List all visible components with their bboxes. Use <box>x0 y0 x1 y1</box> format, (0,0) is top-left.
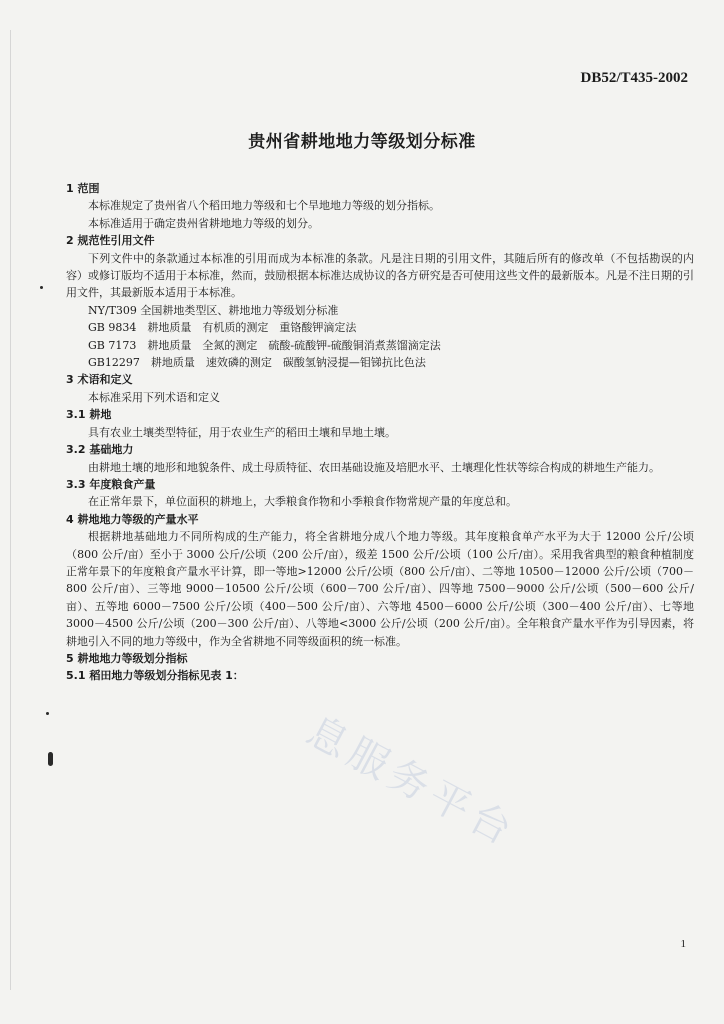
document-title: 贵州省耕地地力等级划分标准 <box>248 132 476 152</box>
standard-code: DB52/T435-2002 <box>580 70 688 86</box>
paragraph: 在正常年景下，单位面积的耕地上，大季粮食作物和小季粮食作物常规产量的年度总和。 <box>88 495 517 509</box>
paragraph: 本标准规定了贵州省八个稻田地力等级和七个旱地地力等级的划分指标。 <box>88 199 440 213</box>
paragraph: 下列文件中的条款通过本标准的引用而成为本标准的条款。凡是注日期的引用文件，其随后所有的修改单（不包括勘误的内容）或修订版均不适用于本标准，然而，鼓励根据本标准达成协议的各方研究是否可使用这些文件的最新版本。凡是不注日期的引用文件，其最新版本适用于本标准。 <box>66 251 694 300</box>
scan-speck <box>48 752 53 766</box>
paragraph: 根据耕地基础地力不同所构成的生产能力，将全省耕地分成八个地力等级。其年度粮食单产水平为大于 12000 公斤/公顷（800 公斤/亩）至小于 3000 公斤/公顷（200 公斤/亩），级差 1500 公斤/公顷（100 公斤/亩）。采用我省典型的粮食种植制度正常年景下的年度粮食产量水平计算，即一等地>12000 公斤/公顷（800 公斤/亩）、二等地 10500－12000 公斤/公顷（700－800 公斤/亩）、三等地 9000－10500 公斤/公顷（600－700 公斤/亩）、四等地 7500－9000 公斤/公顷（500－600 公斤/亩）、五等地 6000－7500 公斤/公顷（400－500 公斤/亩）、六等地 4500－6000 公斤/公顷（300－400 公斤/亩）、七等地 3000－4500 公斤/公顷（200－300 公斤/亩）、八等地<3000 公斤/公顷（200 公斤/亩）。全年粮食产量水平作为引导因素，将耕地引入不同的地力等级中，作为全省耕地不同等级面积的统一标准。 <box>66 530 694 648</box>
subsection-heading: 3.3 年度粮食产量 <box>66 477 156 491</box>
scan-speck <box>46 712 49 715</box>
document-body <box>66 180 694 685</box>
section-heading: 5 耕地地力等级划分指标 <box>66 651 188 665</box>
paragraph: 具有农业土壤类型特征，用于农业生产的稻田土壤和旱地土壤。 <box>88 425 396 439</box>
paragraph: 由耕地土壤的地形和地貌条件、成土母质特征、农田基础设施及培肥水平、土壤理化性状等综合构成的耕地生产能力。 <box>88 460 660 474</box>
section-heading: 4 耕地地力等级的产量水平 <box>66 512 199 526</box>
watermark: 息服务平台 <box>299 707 524 857</box>
paragraph: 本标准采用下列术语和定义 <box>88 390 220 404</box>
scan-speck <box>40 286 43 289</box>
subsection-heading: 5.1 稻田地力等级划分指标见表 1： <box>66 669 244 683</box>
section-heading: 2 规范性引用文件 <box>66 234 155 248</box>
reference-item: GB 9834 耕地质量 有机质的测定 重铬酸钾滴定法 <box>88 321 357 335</box>
reference-item: GB12297 耕地质量 速效磷的测定 碳酸氢钠浸提—钼锑抗比色法 <box>88 356 426 370</box>
page-number: 1 <box>680 938 686 950</box>
reference-item: NY/T309 全国耕地类型区、耕地地力等级划分标准 <box>88 303 339 317</box>
section-heading: 3 术语和定义 <box>66 373 133 387</box>
reference-item: GB 7173 耕地质量 全氮的测定 硫酸-硫酸钾-硫酸铜消煮蒸馏滴定法 <box>88 338 441 352</box>
subsection-heading: 3.1 耕地 <box>66 408 112 422</box>
paragraph: 本标准适用于确定贵州省耕地地力等级的划分。 <box>88 216 319 230</box>
section-heading: 1 范围 <box>66 182 100 195</box>
subsection-heading: 3.2 基础地力 <box>66 443 134 457</box>
scan-edge-line <box>10 30 11 990</box>
